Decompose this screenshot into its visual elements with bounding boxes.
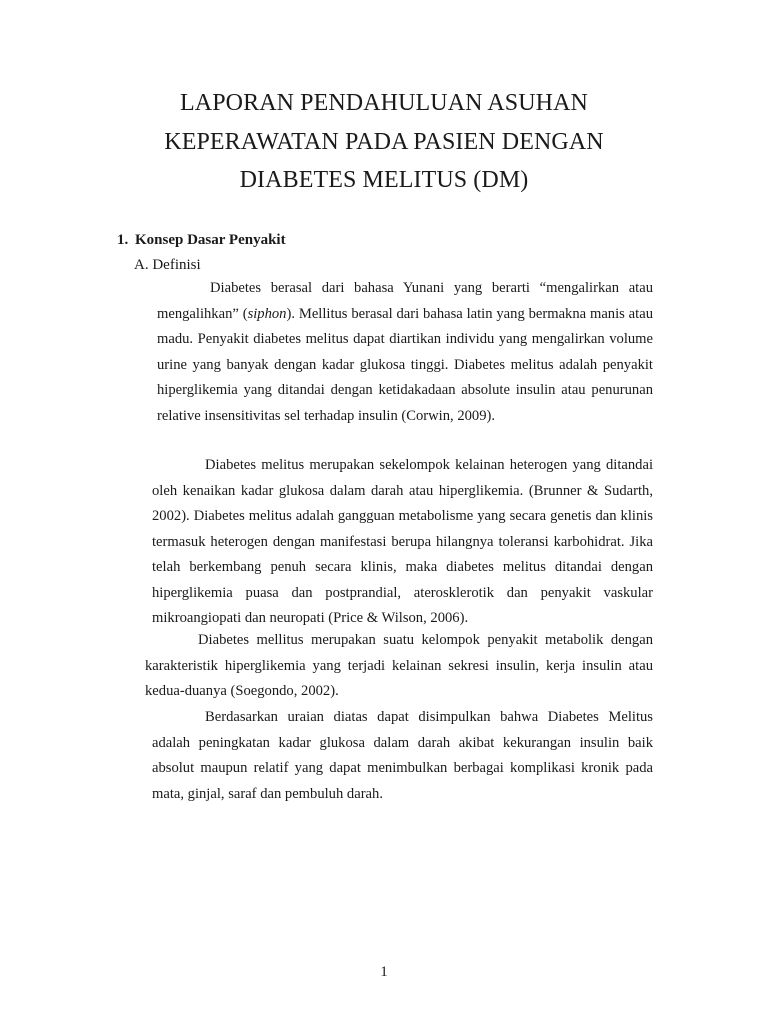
title-line-2: KEPERAWATAN PADA PASIEN DENGAN <box>164 128 604 155</box>
title-line-3: DIABETES MELITUS (DM) <box>239 167 529 193</box>
document-title <box>84 84 684 200</box>
section-heading-text: Konsep Dasar Penyakit <box>135 232 286 248</box>
paragraph-definition-1 <box>157 276 653 429</box>
paragraph-3-text: Diabetes mellitus merupakan suatu kelompok penyakit metabolik dengan karakteristik hiperglikemia yang terjadi kelainan sekresi insulin, kerja insulin atau kedua-duanya (Soegondo, 2002). <box>145 632 653 699</box>
paragraph-1-text-a: Diabetes berasal dari bahasa Yunani yang berarti “mengalirkan atau mengalihkan” ( <box>157 280 653 322</box>
paragraph-1-italic-term: siphon <box>247 305 287 322</box>
section-number: 1. <box>117 232 129 248</box>
paragraph-2-text: Diabetes melitus merupakan sekelompok kelainan heterogen yang ditandai oleh kenaikan kadar glukosa dalam darah atau hiperglikemia. (Brunner & Sudarth, 2002). Diabetes melitus adalah gangguan metabolisme yang secara genetis dan klinis termasuk heterogen dengan manifestasi berupa hilangnya toleransi karbohidrat. Jika telah berkembang penuh secara klinis, maka diabetes melitus ditandai dengan hiperglikemia puasa dan postprandial, aterosklerotik dan penyakit vaskular mikroangiopati dan neuropati (Price & Wilson, 2006). <box>152 457 653 626</box>
paragraph-1-text-b: ). Mellitus berasal dari bahasa latin yang bermakna manis atau madu. Penyakit diabetes melitus dapat diartikan individu yang mengalirkan volume urine yang banyak dengan kadar glukosa tinggi. Diabetes melitus adalah penyakit hiperglikemia yang ditandai dengan ketidakadaan absolute insulin atau penurunan relative insensitivitas sel terhadap insulin (Corwin, 2009). <box>157 305 653 424</box>
paragraph-4-text: Berdasarkan uraian diatas dapat disimpulkan bahwa Diabetes Melitus adalah peningkatan kadar glukosa dalam darah akibat kekurangan insulin baik absolut maupun relatif yang dapat menimbulkan berbagai komplikasi kronik pada mata, ginjal, saraf dan pembuluh darah. <box>152 709 653 802</box>
paragraph-definition-3 <box>145 628 653 705</box>
subsection-heading: A. Definisi <box>134 257 201 273</box>
page-number: 1 <box>380 964 388 980</box>
paragraph-conclusion <box>152 705 653 807</box>
section-heading <box>117 230 286 250</box>
title-line-1: LAPORAN PENDAHULUAN ASUHAN <box>180 90 588 116</box>
paragraph-definition-2 <box>152 453 653 632</box>
